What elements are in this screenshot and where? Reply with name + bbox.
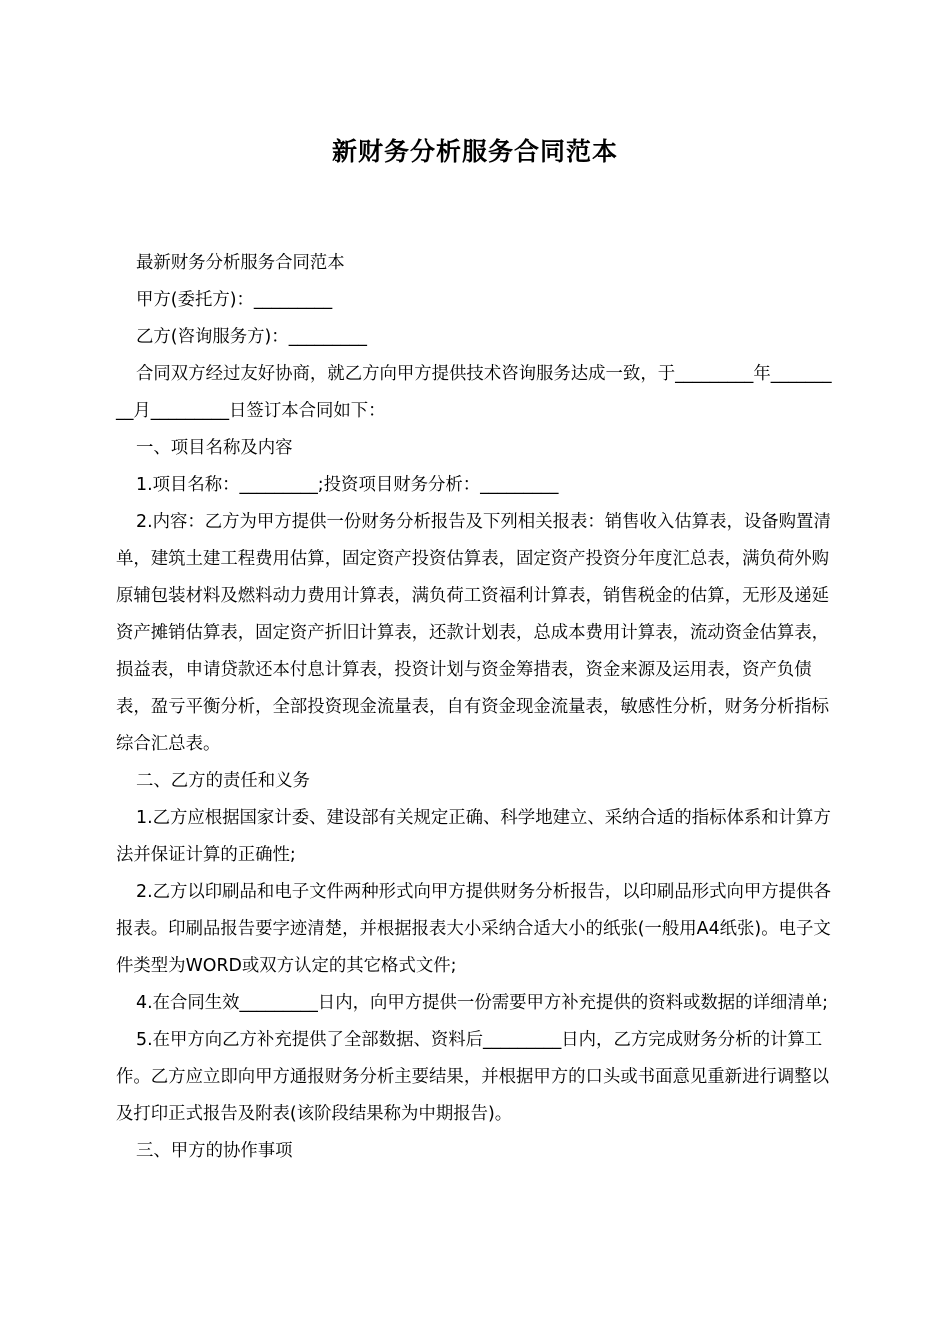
paragraph-party-a: 甲方(委托方)：_________: [136, 290, 333, 310]
paragraph-project-content: 2.内容：乙方为甲方提供一份财务分析报告及下列相关报表：销售收入估算表，设备购置清单，建筑土建工程费用估算，固定资产投资估算表，固定资产投资分年度汇总表，满负荷外购原辅包装材料及燃料动力费用计算表，满负荷工资福利计算表，销售税金的估算，无形及递延资产摊销估算表，固定资产折旧计算表，还款计划表，总成本费用计算表，流动资金估算表，损益表，申请贷款还本付息计算表，投资计划与资金筹措表，资金来源及运用表，资产负债表，盈亏平衡分析，全部投资现金流量表，自有资金现金流量表，敏感性分析，财务分析指标综合汇总表。: [116, 512, 831, 754]
paragraph-party-b: 乙方(咨询服务方)：_________: [136, 327, 367, 347]
paragraph-duty-1: 1.乙方应根据国家计委、建设部有关规定正确、科学地建立、采纳合适的指标体系和计算方法并保证计算的正确性;: [116, 808, 831, 865]
document-title: 新财务分析服务合同范本: [331, 137, 618, 166]
paragraph-subtitle: 最新财务分析服务合同范本: [136, 253, 345, 273]
paragraph-project-name: 1.项目名称：_________;投资项目财务分析：_________: [136, 475, 559, 495]
section-heading-1: 一、项目名称及内容: [136, 438, 293, 458]
paragraph-duty-4: 4.在合同生效_________日内，向甲方提供一份需要甲方补充提供的资料或数据的详细清单;: [136, 993, 828, 1013]
paragraph-duty-2: 2.乙方以印刷品和电子文件两种形式向甲方提供财务分析报告，以印刷品形式向甲方提供各报表。印刷品报告要字迹清楚，并根据报表大小采纳合适大小的纸张(一般用A4纸张)。电子文件类型为WORD或双方认定的其它格式文件;: [116, 882, 831, 976]
section-heading-2: 二、乙方的责任和义务: [136, 771, 310, 791]
section-heading-3: 三、甲方的协作事项: [136, 1141, 293, 1161]
paragraph-preamble: 合同双方经过友好协商，就乙方向甲方提供技术咨询服务达成一致，于_________年_________月_________日签订本合同如下：: [116, 364, 832, 421]
paragraph-duty-5: 5.在甲方向乙方补充提供了全部数据、资料后_________日内，乙方完成财务分析的计算工作。乙方应立即向甲方通报财务分析主要结果，并根据甲方的口头或书面意见重新进行调整以及打印正式报告及附表(该阶段结果称为中期报告)。: [116, 1030, 830, 1124]
document-body: [116, 245, 838, 1170]
